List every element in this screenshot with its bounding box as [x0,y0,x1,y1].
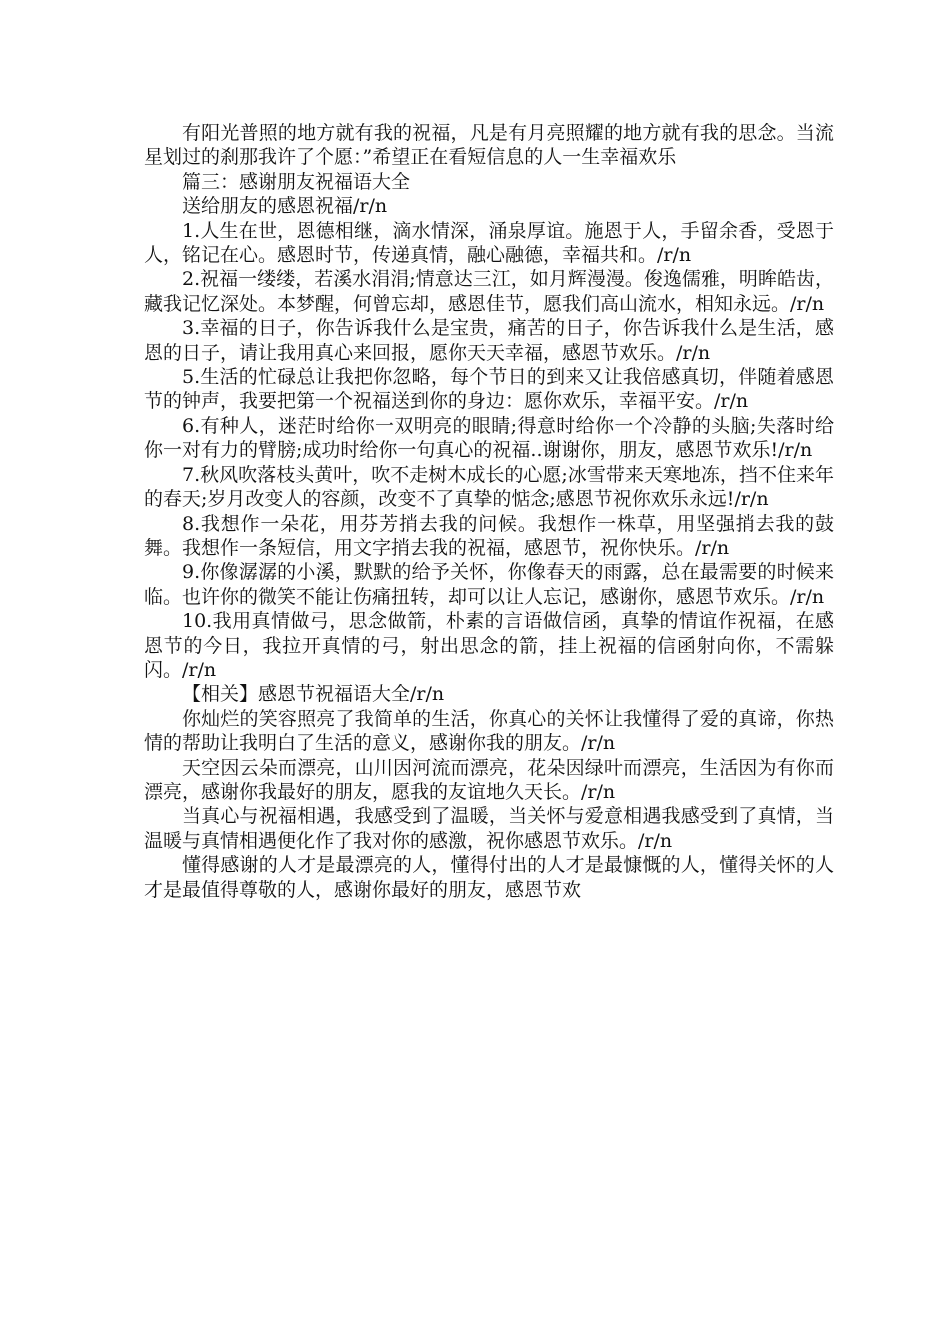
list-item-7: 7.秋风吹落枝头黄叶，吹不走树木成长的心愿;冰雪带来天寒地冻，挡不住来年的春天;岁月改变人的容颜，改变不了真挚的惦念;感恩节祝你欢乐永远!/r/n [144,463,834,511]
list-item-1: 1.人生在世，恩德相继，滴水情深，涌泉厚谊。施恩于人，手留余香，受恩于人，铭记在心。感恩时节，传递真情，融心融德，幸福共和。/r/n [144,219,834,267]
paragraph-related-3: 当真心与祝福相遇，我感受到了温暖，当关怀与爱意相遇我感受到了真情，当温暖与真情相遇便化作了我对你的感激，祝你感恩节欢乐。/r/n [144,805,834,852]
subheading: 送给朋友的感恩祝福/r/n [182,195,388,218]
list-item-2: 2.祝福一缕缕，若溪水涓涓;情意达三江，如月辉漫漫。俊逸儒雅，明眸皓齿，藏我记忆深处。本梦醒，何曾忘却，感恩佳节，愿我们高山流水，相知永远。/r/n [144,268,834,315]
paragraph-related-2: 天空因云朵而漂亮，山川因河流而漂亮，花朵因绿叶而漂亮，生活因为有你而漂亮，感谢你我最好的朋友，愿我的友谊地久天长。/r/n [144,756,834,803]
section-heading: 篇三：感谢朋友祝福语大全 [182,170,411,193]
list-item-5: 5.生活的忙碌总让我把你忽略，每个节日的到来又让我倍感真切，伴随着感恩节的钟声，我要把第一个祝福送到你的身边：愿你欢乐，幸福平安。/r/n [144,366,834,413]
paragraph-related-4: 懂得感谢的人才是最漂亮的人，懂得付出的人才是最慷慨的人，懂得关怀的人才是最值得尊敬的人，感谢你最好的朋友，感恩节欢 [144,854,834,901]
list-item-6: 6.有种人，迷茫时给你一双明亮的眼睛;得意时给你一个冷静的头脑;失落时给你一对有力的臂膀;成功时给你一句真心的祝福..谢谢你，朋友，感恩节欢乐!/r/n [144,414,834,462]
paragraph-related-1: 你灿烂的笑容照亮了我简单的生活，你真心的关怀让我懂得了爱的真谛，你热情的帮助让我明白了生活的意义，感谢你我的朋友。/r/n [144,707,834,755]
list-item-10: 10.我用真情做弓，思念做箭，朴素的言语做信函，真挚的情谊作祝福，在感恩节的今日，我拉开真情的弓，射出思念的箭，挂上祝福的信函射向你，不需躲闪。/r/n [144,610,834,681]
related-heading: 【相关】感恩节祝福语大全/r/n [182,683,445,706]
list-item-3: 3.幸福的日子，你告诉我什么是宝贵，痛苦的日子，你告诉我什么是生活，感恩的日子，请让我用真心来回报，愿你天天幸福，感恩节欢乐。/r/n [144,317,834,364]
list-item-8: 8.我想作一朵花，用芬芳捎去我的问候。我想作一株草，用坚强捎去我的鼓舞。我想作一条短信，用文字捎去我的祝福，感恩节，祝你快乐。/r/n [144,512,834,559]
paragraph-blessing-intro: 有阳光普照的地方就有我的祝福，凡是有月亮照耀的地方就有我的思念。当流星划过的刹那我许了个愿：”希望正在看短信息的人一生幸福欢乐 [144,122,834,169]
document-body [144,121,834,902]
list-item-9: 9.你像潺潺的小溪，默默的给予关怀，你像春天的雨露，总在最需要的时候来临。也许你的微笑不能让伤痛扭转，却可以让人忘记，感谢你，感恩节欢乐。/r/n [144,561,834,608]
